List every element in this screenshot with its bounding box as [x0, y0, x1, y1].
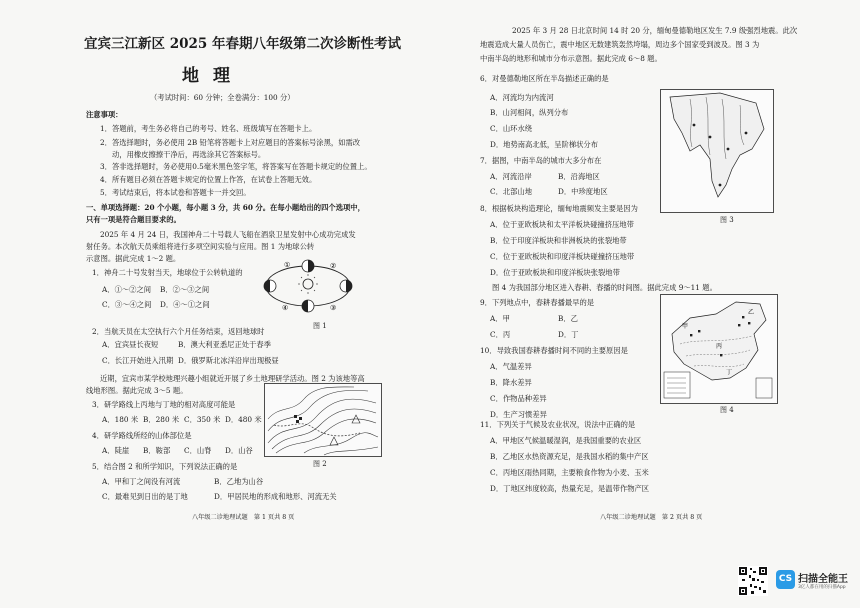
q5-option-a: A．甲和丁之间没有河流: [102, 477, 181, 486]
figure-1-caption: 图 1: [313, 322, 327, 330]
earth-position-icon: [302, 300, 314, 312]
section-heading: 只有一项是符合题目要求的。: [86, 215, 181, 224]
passage-line: 射任务。本次航天员乘组将进行多项空间实验与应用。图 1 为地球公转: [86, 242, 315, 251]
q1-option-d: D．④～①之间: [160, 300, 210, 309]
q4-option-a: A．陡崖: [102, 446, 130, 455]
region-label: 甲: [682, 323, 689, 330]
passage-line: 线地形图。据此完成 3～5 题。: [86, 386, 188, 395]
question-11: 11．下列关于气候及农业状况，说法中正确的是: [480, 420, 636, 429]
passage-line: 图 4 为我国部分地区进入春耕、春播的时间图。据此完成 9～11 题。: [492, 283, 717, 292]
q3-option-d: D．480 米: [225, 415, 262, 424]
q6-option-c: C．山环水绕: [490, 124, 533, 133]
q3-option-b: B．280 米: [143, 415, 180, 424]
q5-option-b: B．乙地为山谷: [214, 477, 264, 486]
q5-option-c: C．最难见到日出的是丁地: [102, 492, 188, 501]
q2-option-b: B．澳大利亚悉尼正处于春季: [178, 340, 271, 349]
q11-option-b: B．乙地区水热资源充足，是我国水稻的集中产区: [490, 452, 649, 461]
q10-option-a: A．气温差异: [490, 362, 532, 371]
earth-position-icon: [264, 280, 276, 292]
q9-option-c: C．丙: [490, 330, 511, 339]
page-footer: 八年级二诊地理试题 第 1 页共 8 页: [192, 514, 295, 521]
q3-option-a: A．180 米: [102, 415, 139, 424]
q8-option-d: D．位于亚欧板块和印度洋板块张裂地带: [490, 268, 620, 277]
question-8: 8．根据板块构造理论，缅甸地震频发主要是因为: [480, 204, 638, 213]
notice-line: 5．考试结束后，将本试卷和答题卡一并交回。: [100, 188, 251, 197]
q2-option-c: C．长江开始进入汛期: [102, 356, 174, 365]
q10-option-d: D．生产习惯差异: [490, 410, 547, 419]
exam-title: 宜宾三江新区 2025 年春期八年级第二次诊断性考试: [84, 36, 401, 52]
sun-icon: [303, 279, 313, 289]
q9-option-d: D．丁: [558, 330, 579, 339]
section-heading: 一、单项选择题：20 个小题，每小题 3 分，共 60 分。在每小题给出的四个选项中，: [86, 203, 365, 212]
q6-option-b: B．山河相间，纵列分布: [490, 108, 569, 117]
earth-position-icon: [302, 260, 314, 272]
passage-line: 2025 年 4 月 24 日，我国神舟二十号载人飞船在酒泉卫星发射中心成功完成发: [100, 230, 356, 239]
figure-4-china-map: [660, 294, 778, 404]
passage-line: 2025 年 3 月 28 日北京时间 14 时 20 分，缅甸曼德勒地区发生 7.9 级强烈地震。此次: [512, 26, 798, 35]
q1-option-c: C．③～④之间: [102, 300, 152, 309]
passage-line: 中南半岛的地形和城市分布示意图。据此完成 6～8 题。: [480, 54, 662, 63]
figure-1-revolution: [258, 254, 358, 320]
question-9: 9．下列地点中，春耕春播最早的是: [480, 298, 595, 307]
question-4: 4．研学路线所经的山体部位是: [92, 431, 192, 440]
q4-option-d: D．山谷: [225, 446, 253, 455]
earth-position-icon: [340, 280, 352, 292]
q1-option-b: B．②～③之间: [160, 285, 210, 294]
notice-line: 3．答非选择题时，务必使用0.5毫米黑色签字笔，将答案写在答题卡规定的位置上。: [100, 162, 372, 171]
figure-3-caption: 图 3: [720, 216, 734, 224]
q11-option-d: D．丁地区纬度较高，热量充足，是温带作物产区: [490, 484, 650, 493]
question-6: 6．对曼德勒地区所在半岛描述正确的是: [480, 74, 609, 83]
question-7: 7．据图，中南半岛的城市大多分布在: [480, 156, 602, 165]
q8-option-b: B．位于印度洋板块和非洲板块的张裂地带: [490, 236, 627, 245]
passage-line: 地震造成大量人员伤亡，震中地区无数建筑轰然垮塌，周边多个国家受到波及。图 3 为: [480, 40, 760, 49]
question-10: 10．导致我国春耕春播时间不同的主要原因是: [480, 346, 628, 355]
map-legend: [664, 372, 690, 398]
notice-line: 1．答题前，考生务必将自己的考号、姓名、班级填写在答题卡上。: [100, 124, 317, 133]
passage-line: 示意图。据此完成 1～2 题。: [86, 254, 181, 263]
q7-option-d: D．中珍度地区: [558, 187, 608, 196]
q5-option-d: D．甲居民地的形成和地形、河流无关: [214, 492, 337, 501]
orbit-label: ④: [282, 304, 289, 312]
notice-line: 2．答选择题时，务必使用 2B 铅笔将答题卡上对应题目的答案标号涂黑，如需改: [100, 138, 361, 147]
region-label: 乙: [748, 309, 755, 316]
q10-option-c: C．作物品种差异: [490, 394, 547, 403]
q6-option-a: A．河流均为内流河: [490, 93, 554, 102]
page-2: [430, 0, 860, 608]
figure-2-contour-map: [264, 383, 382, 457]
sun-rays-icon: [298, 274, 318, 294]
question-2: 2．当航天员在太空执行六个月任务结束，返回地球时: [92, 327, 265, 336]
region-label: 丁: [726, 369, 733, 376]
question-3: 3．研学路线上丙地与丁地的相对高度可能是: [92, 400, 236, 409]
camscanner-title: 扫描全能王: [798, 574, 848, 585]
orbit-label: ②: [330, 262, 337, 270]
notice-heading: 注意事项：: [86, 110, 123, 119]
exam-info: （考试时间：60 分钟；全卷满分：100 分）: [150, 93, 295, 102]
region-label: 丙: [716, 343, 723, 350]
qr-code-icon: [738, 566, 768, 596]
q11-option-a: A．甲地区气候温暖湿润，是我国重要的农业区: [490, 436, 642, 445]
camscanner-logo-icon: CS: [776, 570, 795, 589]
notice-line: 动，用橡皮擦擦干净后，再选涂其它答案标号。: [112, 150, 266, 159]
q10-option-b: B．降水差异: [490, 378, 532, 387]
q8-option-c: C．位于亚欧板块和印度洋板块碰撞挤压地带: [490, 252, 635, 261]
q7-option-c: C．北部山地: [490, 187, 533, 196]
page-footer: 八年级二诊地理试题 第 2 页共 8 页: [600, 514, 703, 521]
q11-option-c: C．丙地区雨热同期，主要粮食作物为小麦、玉米: [490, 468, 649, 477]
q6-option-d: D．地势南高北低，呈阶梯状分布: [490, 140, 599, 149]
figure-3-peninsula-map: [660, 89, 774, 213]
q2-option-a: A．宜宾昼长夜短: [102, 340, 159, 349]
figure-4-caption: 图 4: [720, 406, 734, 414]
subject-title: 地理: [182, 66, 244, 86]
notice-line: 4．所有题目必须在答题卡规定的位置上作答，在试卷上答题无效。: [100, 175, 317, 184]
question-5: 5．结合图 2 和所学知识，下列说法正确的是: [92, 462, 238, 471]
q7-option-a: A．河流沿岸: [490, 172, 532, 181]
q2-option-d: D．俄罗斯北冰洋沿岸出现极昼: [178, 356, 279, 365]
orbit-label: ①: [284, 261, 291, 269]
q9-option-b: B．乙: [558, 314, 578, 323]
camscanner-subtitle: 3亿人都在用的扫描App: [798, 585, 846, 590]
q4-option-c: C．山脊: [184, 446, 212, 455]
q1-option-a: A．①～②之间: [102, 285, 152, 294]
passage-line: 近期，宜宾市某学校地理兴趣小组就近开展了乡土地理研学活动。图 2 为该地等高: [100, 374, 365, 383]
q4-option-b: B．鞍部: [143, 446, 171, 455]
figure-2-caption: 图 2: [313, 460, 327, 468]
q7-option-b: B．沿海地区: [558, 172, 600, 181]
q9-option-a: A．甲: [490, 314, 510, 323]
q8-option-a: A．位于亚欧板块和太平洋板块碰撞挤压地带: [490, 220, 634, 229]
q3-option-c: C．350 米: [184, 415, 221, 424]
question-1: 1．神舟二十号发射当天，地球位于公转轨道的: [92, 268, 243, 277]
orbit-label: ③: [330, 304, 337, 312]
